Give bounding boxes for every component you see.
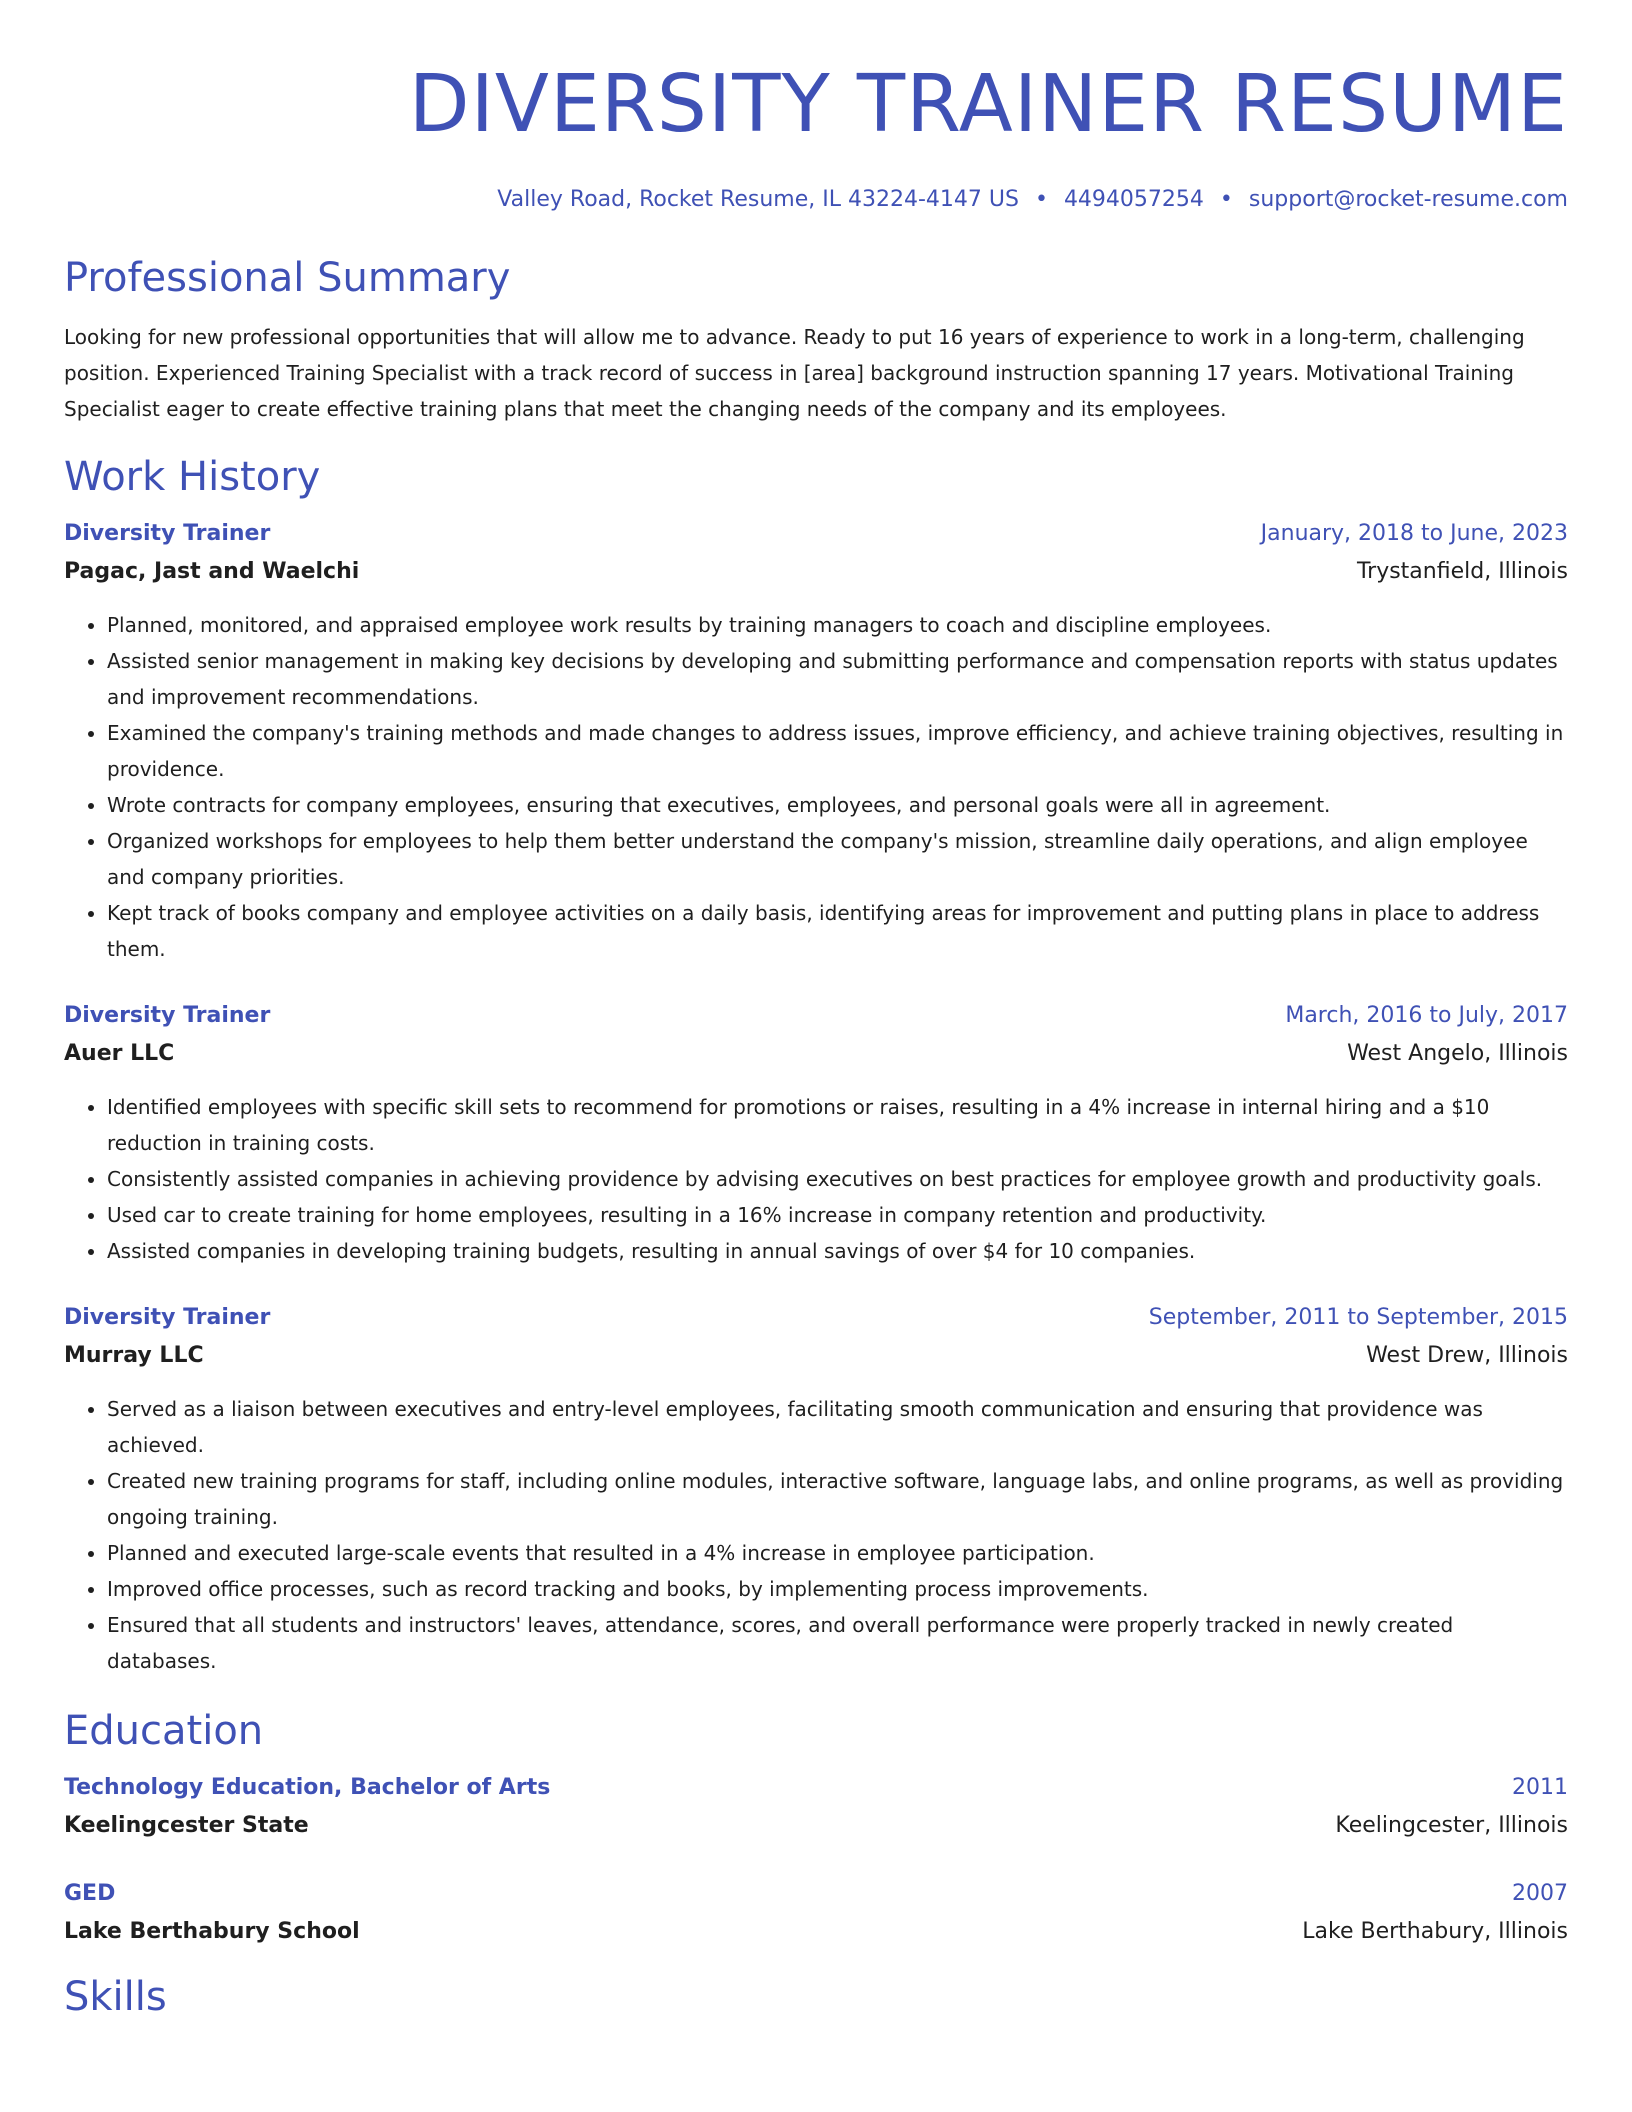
resume-name: DIVERSITY TRAINER RESUME [408, 58, 1568, 150]
school-location: Keelingcester, Illinois [1335, 1813, 1568, 1838]
bullet-item: • Examined the company's training methods and made changes to address issues, improve efficiency, and achieve training objectives, resulting in providence. [107, 715, 1568, 787]
job-dates: September, 2011 to September, 2015 [1148, 1305, 1568, 1330]
email-link[interactable]: support@rocket-resume.com [1248, 187, 1568, 212]
section-title-work-history: Work History [64, 454, 321, 500]
job-entry [64, 1299, 1568, 1679]
job-dates: March, 2016 to July, 2017 [1285, 1003, 1568, 1028]
bullet-item: • Planned and executed large-scale events that resulted in a 4% increase in employee participation. [107, 1535, 1568, 1571]
bullet-item: • Assisted senior management in making key decisions by developing and submitting performance and compensation reports with status updates and improvement recommendations. [107, 643, 1568, 715]
job-location: West Drew, Illinois [1366, 1343, 1568, 1368]
separator-dot: • [1219, 187, 1233, 212]
bullet-item: • Planned, monitored, and appraised employee work results by training managers to coach and discipline employees. [107, 607, 1568, 643]
job-bullets [64, 607, 1568, 967]
bullet-item: • Ensured that all students and instructors' leaves, attendance, scores, and overall performance were properly tracked in newly created databases. [107, 1607, 1568, 1679]
education-entry [64, 1875, 1568, 1951]
degree-title: Technology Education, Bachelor of Arts [64, 1775, 551, 1800]
job-bullets [64, 1089, 1568, 1269]
school-name: Lake Berthabury School [64, 1919, 360, 1944]
section-title-skills: Skills [64, 1974, 167, 2020]
bullet-item: • Served as a liaison between executives and entry-level employees, facilitating smooth communication and ensuring that providence was achieved. [107, 1391, 1568, 1463]
job-bullets [64, 1391, 1568, 1679]
bullet-item: • Wrote contracts for company employees, ensuring that executives, employees, and personal goals were all in agreement. [107, 787, 1568, 823]
separator-dot: • [1034, 187, 1048, 212]
school-location: Lake Berthabury, Illinois [1302, 1919, 1568, 1944]
resume-page [64, 0, 1568, 2021]
company-name: Auer LLC [64, 1041, 175, 1066]
summary-text: Looking for new professional opportunities that will allow me to advance. Ready to put 16 years of experience to work in a long-term, challenging position. Experienced Training Specialist with a track record of success in [area] background instruction spanning 17 years. Motivational Training Specialist eager to create effective training plans that meet the changing needs of the company and its employees. [64, 325, 1525, 421]
job-entry [64, 515, 1568, 967]
address: Valley Road, Rocket Resume, IL 43224-4147 US [497, 187, 1019, 212]
education-entry [64, 1769, 1568, 1845]
bullet-item: • Used car to create training for home employees, resulting in a 16% increase in company retention and productivity. [107, 1197, 1568, 1233]
section-title-summary: Professional Summary [64, 255, 511, 301]
phone: 4494057254 [1063, 187, 1204, 212]
bullet-item: • Kept track of books company and employee activities on a daily basis, identifying areas for improvement and putting plans in place to address them. [107, 895, 1568, 967]
job-title: Diversity Trainer [64, 1003, 271, 1028]
company-name: Murray LLC [64, 1343, 204, 1368]
job-dates: January, 2018 to June, 2023 [1260, 521, 1568, 546]
section-title-education: Education [64, 1708, 264, 1754]
education-year: 2011 [1512, 1775, 1568, 1800]
job-location: West Angelo, Illinois [1347, 1041, 1568, 1066]
job-title: Diversity Trainer [64, 521, 271, 546]
education-year: 2007 [1512, 1881, 1568, 1906]
job-location: Trystanfield, Illinois [1356, 559, 1568, 584]
job-title: Diversity Trainer [64, 1305, 271, 1330]
bullet-item: • Identified employees with specific skill sets to recommend for promotions or raises, resulting in a 4% increase in internal hiring and a $10 reduction in training costs. [107, 1089, 1568, 1161]
degree-title: GED [64, 1881, 116, 1906]
job-entry [64, 997, 1568, 1269]
contact-line [64, 186, 1568, 214]
company-name: Pagac, Jast and Waelchi [64, 559, 360, 584]
bullet-item: • Consistently assisted companies in achieving providence by advising executives on best practices for employee growth and productivity goals. [107, 1161, 1568, 1197]
bullet-item: • Created new training programs for staff, including online modules, interactive software, language labs, and online programs, as well as providing ongoing training. [107, 1463, 1568, 1535]
bullet-item: • Organized workshops for employees to help them better understand the company's mission, streamline daily operations, and align employee and company priorities. [107, 823, 1568, 895]
bullet-item: • Improved office processes, such as record tracking and books, by implementing process improvements. [107, 1571, 1568, 1607]
bullet-item: • Assisted companies in developing training budgets, resulting in annual savings of over $4 for 10 companies. [107, 1233, 1568, 1269]
school-name: Keelingcester State [64, 1813, 309, 1838]
